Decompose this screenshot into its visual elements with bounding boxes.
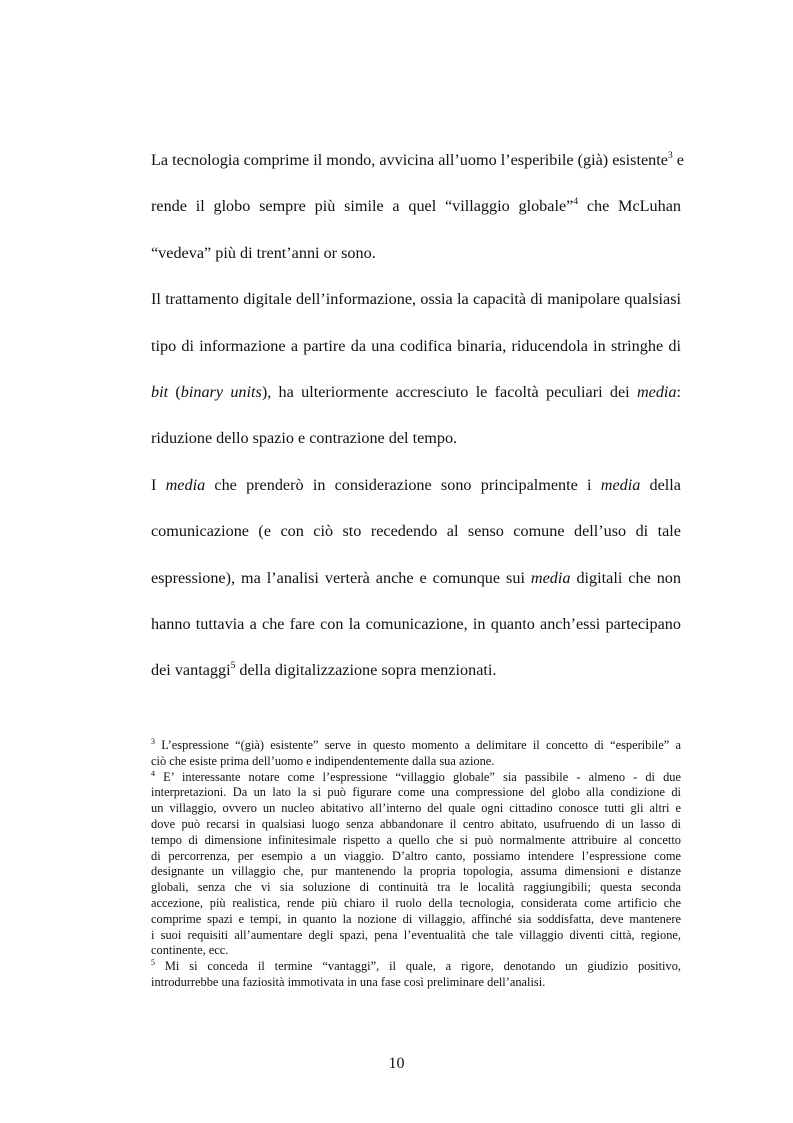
- text-run: rende il globo sempre più simile a quel “villaggio globale”: [151, 197, 574, 216]
- text-run: accezione, più realistica, rende più chiaro il ruolo della tecnologia, considerata come artificio che: [151, 895, 681, 910]
- body-line: [151, 650, 681, 696]
- text-run: espressione), ma l’analisi verterà anche e comunque sui: [151, 568, 531, 587]
- italic-term: media: [530, 568, 571, 587]
- footnote-line: [151, 770, 681, 786]
- body-line: [151, 558, 681, 604]
- text-run: dei vantaggi: [151, 661, 231, 680]
- text-run: tempo di dimensione infinitesimale rispetto a quello che si può normalmente attribuire al concetto: [151, 832, 681, 847]
- text-run: L’espressione “(già) esistente” serve in questo momento a delimitare il concetto di “esperibile” a: [155, 738, 681, 752]
- text-run: ), ha ulteriormente accresciuto le facoltà peculiari dei: [261, 382, 637, 401]
- body-line: [151, 140, 684, 186]
- body-line: [151, 465, 681, 511]
- body-line: [151, 604, 681, 650]
- text-run: hanno tuttavia a che fare con la comunicazione, in quanto anch’essi partecipano: [151, 614, 681, 633]
- text-run: :: [676, 382, 682, 401]
- text-run: interpretazioni. Da un lato la si può figurare come una compressione del globo alla condizione di: [151, 785, 681, 800]
- text-run: e: [672, 151, 684, 169]
- footnote-ref: 3: [151, 737, 155, 746]
- footnote-line: [151, 849, 681, 865]
- text-run: che McLuhan: [578, 197, 681, 216]
- footnotes: [151, 738, 681, 991]
- body-line: [151, 186, 681, 232]
- text-run: della digitalizzazione sopra menzionati.: [235, 661, 497, 680]
- footnote-line: [151, 817, 681, 833]
- text-run: E’ interessante notare come l’espressione “villaggio globale” sia passibile - almeno - di due: [155, 769, 681, 784]
- text-run: riduzione dello spazio e contrazione del tempo.: [151, 429, 458, 448]
- footnote-ref: 4: [151, 768, 155, 778]
- body-line: [151, 326, 681, 372]
- text-run: tipo di informazione a partire da una codifica binaria, riducendola in stringhe di: [151, 336, 681, 355]
- text-run: globali, senza che vi sia soluzione di continuità tra le località raggiungibili; questa seconda: [151, 880, 681, 895]
- body-line: [151, 511, 681, 557]
- italic-term: media: [600, 475, 641, 494]
- text-run: “vedeva” più di trent’anni or sono.: [151, 243, 376, 262]
- text-run: comunicazione (e con ciò sto recedendo al senso comune dell’uso di tale: [151, 522, 681, 541]
- body-line: [151, 372, 681, 418]
- text-run: (: [168, 382, 181, 401]
- footnote-ref: 3: [667, 151, 673, 161]
- text-run: continente, ecc.: [151, 943, 229, 958]
- italic-term: bit: [151, 382, 169, 401]
- text-run: introdurrebbe una faziosità immotivata in una fase così preliminare dell’analisi.: [151, 974, 546, 989]
- text-run: Mi si conceda il termine “vantaggi”, il quale, a rigore, denotando un giudizio positivo,: [155, 959, 681, 974]
- footnote-line: [151, 880, 681, 896]
- footnote-ref: 5: [230, 661, 236, 672]
- body-line: [151, 233, 681, 279]
- footnote-line: [151, 912, 681, 928]
- body-line: [151, 279, 681, 325]
- text-run: ciò che esiste prima dell’uomo e indipendentemente dalla sua azione.: [151, 753, 495, 768]
- text-run: un villaggio, ovvero un nucleo abitativo all’interno del quale ogni cittadino conosce tutti gli altri e: [151, 801, 681, 816]
- italic-term: binary units: [180, 382, 262, 401]
- body-text: [151, 140, 684, 697]
- footnote-line: [151, 975, 681, 991]
- footnote-line: [151, 754, 681, 770]
- text-run: designante un villaggio che, pur mantenendo la propria topologia, assuma dimensioni e distanze: [151, 864, 681, 879]
- text-run: dove può recarsi in qualsiasi luogo senza abbandonare il centro abitato, usufruendo di un lasso di: [151, 816, 681, 831]
- footnote-line: [151, 896, 681, 912]
- text-run: comprime spazi e tempi, in quanto la nozione di villaggio, affinché sia soddisfatta, deve mantenere: [151, 911, 681, 926]
- text-run: della: [640, 475, 681, 494]
- text-run: che prenderò in considerazione sono principalmente i: [205, 475, 601, 494]
- footnote-line: [151, 833, 681, 849]
- footnote-line: [151, 801, 681, 817]
- footnote-line: [151, 864, 681, 880]
- text-run: digitali che non: [570, 568, 681, 587]
- footnote-line: [151, 928, 681, 944]
- text-run: i suoi requisiti all’aumentare degli spazi, pena l’eventualità che tale villaggio diventi città, regione,: [151, 927, 681, 942]
- footnote-line: [151, 943, 681, 959]
- italic-term: media: [165, 475, 206, 494]
- text-run: I: [151, 475, 166, 494]
- italic-term: media: [636, 382, 677, 401]
- text-run: di percorrenza, per esempio a un viaggio. D’altro canto, possiamo intendere l’espressione come: [151, 848, 681, 863]
- footnote-ref: 5: [151, 958, 155, 968]
- footnote-line: [151, 959, 681, 975]
- page-number: 10: [388, 1055, 405, 1072]
- body-line: [151, 418, 681, 464]
- footnote-ref: 4: [573, 197, 579, 208]
- footnote-line: [151, 738, 681, 754]
- footnote-line: [151, 785, 681, 801]
- text-run: Il trattamento digitale dell’informazione, ossia la capacità di manipolare qualsiasi: [151, 290, 681, 309]
- text-run: La tecnologia comprime il mondo, avvicina all’uomo l’esperibile (già) esistente: [151, 151, 668, 169]
